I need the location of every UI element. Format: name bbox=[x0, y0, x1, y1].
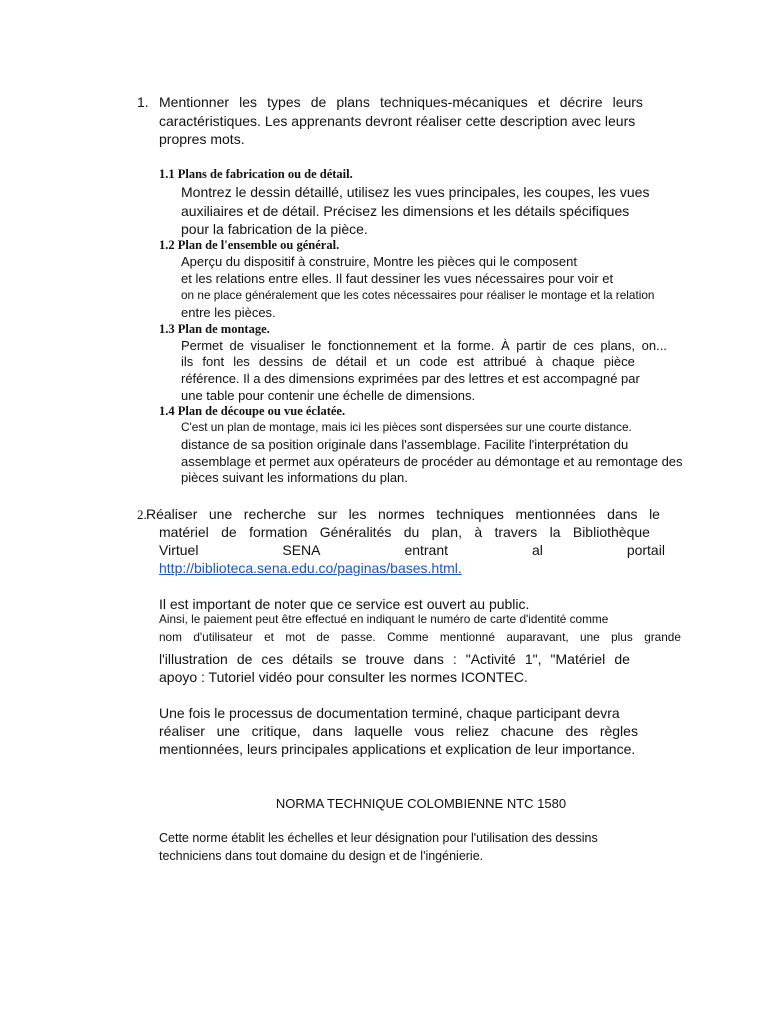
q2-line-1: Réaliser une recherche sur les normes techniques mentionnées dans le bbox=[146, 506, 660, 522]
q2-word-5: portail bbox=[626, 542, 665, 558]
section-1-1-line-1: Montrez le dessin détaillé, utilisez les vues principales, les coupes, les vues bbox=[181, 184, 650, 200]
public-line-4: l'illustration de ces détails se trouve dans : "Activité 1", "Matériel de bbox=[159, 651, 630, 667]
section-1-3-heading: 1.3 Plan de montage. bbox=[159, 322, 270, 336]
section-1-2-heading: 1.2 Plan de l'ensemble ou général. bbox=[159, 238, 340, 252]
q1-line-2: caractéristiques. Les apprenants devront réaliser cette description avec leurs bbox=[159, 113, 636, 129]
critique-line-2: réaliser une critique, dans laquelle vous reliez chacune des règles bbox=[159, 723, 638, 739]
q2-line-3 bbox=[159, 543, 665, 557]
q2-word-4: al bbox=[531, 542, 543, 558]
q1-number: 1. bbox=[137, 94, 149, 110]
q2-word-2: SENA bbox=[282, 542, 321, 558]
biblioteca-link[interactable]: http://biblioteca.sena.edu.co/paginas/bases.html. bbox=[159, 560, 462, 576]
q1-line-1: Mentionner les types de plans techniques-mécaniques et décrire leurs bbox=[159, 94, 643, 110]
section-1-4-line-3: assemblage et permet aux opérateurs de procéder au démontage et au remontage des bbox=[181, 454, 683, 469]
norma-title: NORMA TECHNIQUE COLOMBIENNE NTC 1580 bbox=[275, 796, 567, 811]
public-line-1: Il est important de noter que ce service est ouvert au public. bbox=[159, 596, 530, 612]
critique-line-1: Une fois le processus de documentation terminé, chaque participant devra bbox=[159, 705, 620, 721]
section-1-4-heading: 1.4 Plan de découpe ou vue éclatée. bbox=[159, 404, 346, 418]
section-1-2-line-4: entre les pièces. bbox=[181, 305, 276, 320]
norma-line-2: techniciens dans tout domaine du design et de l'ingénierie. bbox=[159, 849, 484, 863]
section-1-3-line-1: Permet de visualiser le fonctionnement et la forme. À partir de ces plans, on... bbox=[181, 338, 667, 353]
section-1-1-line-3: pour la fabrication de la pièce. bbox=[181, 221, 368, 237]
section-1-4-line-4: pièces suivant les informations du plan. bbox=[181, 470, 408, 485]
public-line-2: Ainsi, le paiement peut être effectué en indiquant le numéro de carte d'identité comme bbox=[159, 612, 609, 626]
section-1-4-line-2: distance de sa position originale dans l'assemblage. Facilite l'interprétation du bbox=[181, 437, 629, 452]
section-1-1-heading: 1.1 Plans de fabrication ou de détail. bbox=[159, 167, 353, 181]
public-line-3: nom d'utilisateur et mot de passe. Comme mentionné auparavant, une plus grande bbox=[159, 630, 681, 644]
norma-line-1: Cette norme établit les échelles et leur désignation pour l'utilisation des dessins bbox=[159, 831, 598, 845]
section-1-4-line-1: C'est un plan de montage, mais ici les pièces sont dispersées sur une courte distance. bbox=[181, 420, 632, 434]
q2-line-2: matériel de formation Généralités du plan, à travers la Bibliothèque bbox=[159, 524, 650, 540]
section-1-3-line-3: référence. Il a des dimensions exprimées par des lettres et est accompagné par bbox=[181, 371, 640, 386]
section-1-2-line-1: Aperçu du dispositif à construire, Montre les pièces qui le composent bbox=[181, 254, 577, 269]
section-1-2-line-3: on ne place généralement que les cotes nécessaires pour réaliser le montage et la relation bbox=[181, 288, 655, 302]
section-1-3-line-4: une table pour contenir une échelle de dimensions. bbox=[181, 388, 476, 403]
q1-line-3: propres mots. bbox=[159, 131, 245, 147]
q2-word-1: Virtuel bbox=[159, 542, 199, 558]
q2-number: 2. bbox=[137, 507, 147, 522]
q2-word-3: entrant bbox=[404, 542, 449, 558]
public-line-5: apoyo : Tutoriel vidéo pour consulter les normes ICONTEC. bbox=[159, 669, 528, 685]
section-1-1-line-2: auxiliaires et de détail. Précisez les dimensions et les détails spécifiques bbox=[181, 203, 630, 219]
critique-line-3: mentionnées, leurs principales applications et explication de leur importance. bbox=[159, 741, 636, 757]
section-1-2-line-2: et les relations entre elles. Il faut dessiner les vues nécessaires pour voir et bbox=[181, 271, 614, 286]
section-1-3-line-2: ils font les dessins de détail et un code est attribué à chaque pièce bbox=[181, 354, 635, 369]
